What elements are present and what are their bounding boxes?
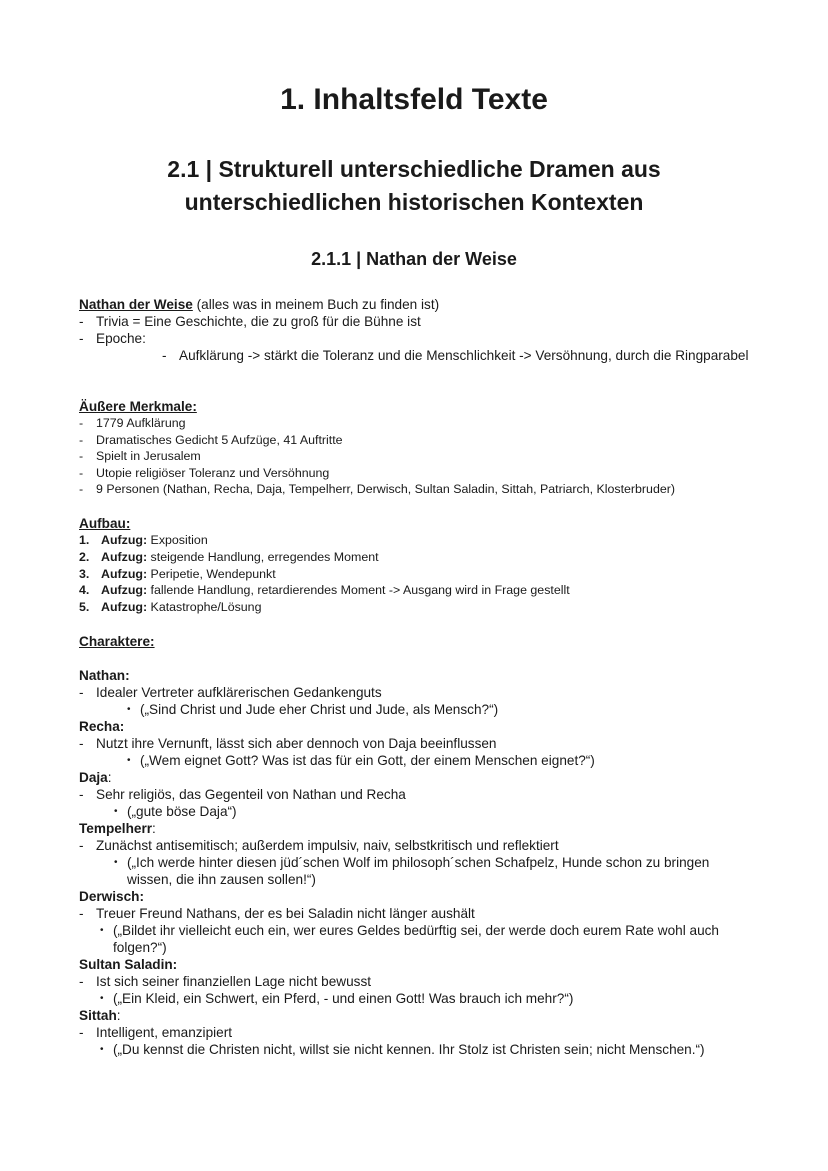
aufbau-item <box>79 532 779 549</box>
aufbau-number: 5. <box>79 600 90 615</box>
merkmale-item: - Dramatisches Gedicht 5 Aufzüge, 41 Auftritte <box>79 432 779 449</box>
character-name-line: Daja: <box>79 770 112 785</box>
intro-block <box>79 296 779 364</box>
aufbau-number: 4. <box>79 583 90 598</box>
aufbau-number: 2. <box>79 549 90 564</box>
character-desc: - Intelligent, emanzipiert <box>79 1024 779 1041</box>
intro-heading: Nathan der Weise <box>79 297 193 312</box>
aufbau-item <box>79 549 779 566</box>
merkmale-heading: Äußere Merkmale: <box>79 399 197 414</box>
spacer <box>79 650 779 667</box>
intro-heading-suffix: (alles was in meinem Buch zu finden ist) <box>192 297 440 312</box>
aufbau-label: Aufzug: <box>101 600 148 615</box>
character-name: Recha: <box>79 719 125 734</box>
aufbau-item <box>79 566 779 583</box>
merkmale-item: - 1779 Aufklärung <box>79 415 779 432</box>
character-quote: • („Du kennst die Christen nicht, willst sie nicht kennen. Ihr Stolz ist Christen sein; nicht Menschen.“) <box>100 1041 733 1058</box>
character-name: Tempelherr <box>79 821 153 836</box>
aufbau-label: Aufzug: <box>101 533 148 547</box>
character-quote: • („gute böse Daja“) <box>114 803 779 820</box>
aufbau-text: Peripetie, Wendepunkt <box>147 566 276 581</box>
character-name: Sittah <box>79 1008 117 1023</box>
character-name: Derwisch: <box>79 889 144 904</box>
character-desc: - Treuer Freund Nathans, der es bei Saladin nicht länger aushält <box>79 905 779 922</box>
character-desc: - Idealer Vertreter aufklärerischen Gedankenguts <box>79 684 779 701</box>
character-desc: - Zunächst antisemitisch; außerdem impulsiv, naiv, selbstkritisch und reflektiert <box>79 837 779 854</box>
aufbau-label: Aufzug: <box>101 583 148 598</box>
charaktere-block <box>79 633 779 1058</box>
intro-epoche: - Epoche: <box>79 330 779 347</box>
aufbau-heading: Aufbau: <box>79 516 131 531</box>
character-quote: • („Sind Christ und Jude eher Christ und Jude, als Mensch?“) <box>127 701 779 718</box>
aufbau-text: Exposition <box>147 533 208 547</box>
character-name-line: Tempelherr: <box>79 821 156 836</box>
merkmale-block <box>79 398 779 498</box>
merkmale-item: - Utopie religiöser Toleranz und Versöhnung <box>79 465 779 482</box>
character-name-line: Sittah: <box>79 1008 121 1023</box>
character-quote: • („Ich werde hinter diesen jüd´schen Wolf im philosoph´schen Schafpelz, Hunde schon zu bringen wissen, die ihn zausen sollen!“) <box>114 854 747 888</box>
character-name: Sultan Saladin: <box>79 957 178 972</box>
aufbau-number: 3. <box>79 566 90 581</box>
character-desc: - Ist sich seiner finanziellen Lage nicht bewusst <box>79 973 779 990</box>
charaktere-heading: Charaktere: <box>79 634 155 649</box>
section-heading: 2.1 | Strukturell unterschiedliche Dramen aus unterschiedlichen historischen Kontexten <box>167 156 661 215</box>
intro-heading-line <box>79 296 779 313</box>
character-desc: - Nutzt ihre Vernunft, lässt sich aber dennoch von Daja beeinflussen <box>79 735 779 752</box>
character-name: Nathan: <box>79 668 130 683</box>
merkmale-item: - 9 Personen (Nathan, Recha, Daja, Tempelherr, Derwisch, Sultan Saladin, Sittah, Patriarch, Klosterbruder) <box>79 481 779 498</box>
page-title: 1. Inhaltsfeld Texte <box>280 83 548 116</box>
character-quote: • („Bildet ihr vielleicht euch ein, wer eures Geldes bedürftig sei, der werde doch eurem Rate wohl auch folgen?“) <box>100 922 753 956</box>
aufbau-text: steigende Handlung, erregendes Moment <box>147 549 379 564</box>
aufbau-text: Katastrophe/Lösung <box>147 600 262 615</box>
aufbau-label: Aufzug: <box>101 549 148 564</box>
subsection-heading: 2.1.1 | Nathan der Weise <box>311 249 517 269</box>
aufbau-number: 1. <box>79 533 90 547</box>
character-name: Daja <box>79 770 108 785</box>
character-quote: • („Ein Kleid, ein Schwert, ein Pferd, - und einen Gott! Was brauch ich mehr?“) <box>100 990 779 1007</box>
aufbau-text: fallende Handlung, retardierendes Moment -> Ausgang wird in Frage gestellt <box>147 583 570 598</box>
intro-epoche-detail: - Aufklärung -> stärkt die Toleranz und die Menschlichkeit -> Versöhnung, durch die Ringparabel <box>162 347 759 364</box>
merkmale-item: - Spielt in Jerusalem <box>79 448 779 465</box>
aufbau-block <box>79 515 779 616</box>
aufbau-item <box>79 582 779 599</box>
character-desc: - Sehr religiös, das Gegenteil von Nathan und Recha <box>79 786 779 803</box>
aufbau-item <box>79 599 779 616</box>
character-quote: • („Wem eignet Gott? Was ist das für ein Gott, der einem Menschen eignet?“) <box>127 752 779 769</box>
intro-trivia: - Trivia = Eine Geschichte, die zu groß für die Bühne ist <box>79 313 779 330</box>
aufbau-label: Aufzug: <box>101 566 148 581</box>
